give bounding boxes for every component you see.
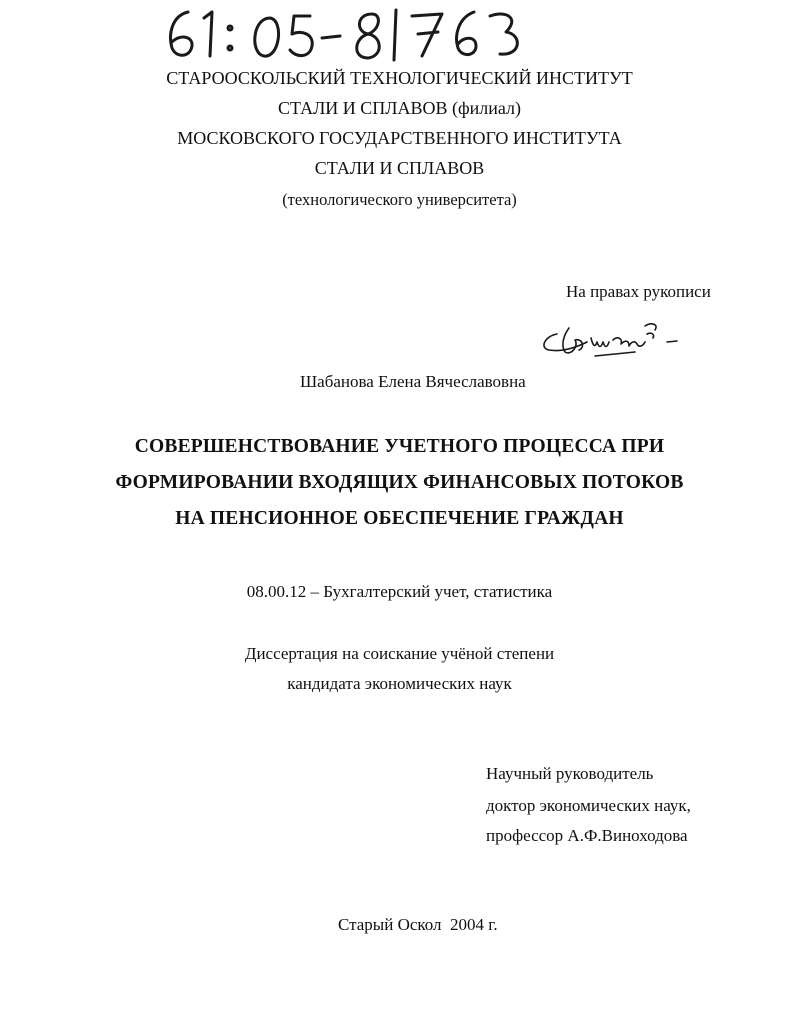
author-name: Шабанова Елена Вячеславовна bbox=[300, 372, 526, 391]
specialty: 08.00.12 – Бухгалтерский учет, статистика bbox=[246, 582, 553, 601]
dissertation-title-line-2: ФОРМИРОВАНИИ ВХОДЯЩИХ ФИНАНСОВЫХ ПОТОКОВ bbox=[115, 472, 684, 493]
degree-line-2: кандидата экономических наук bbox=[287, 674, 512, 693]
institute-line-4: СТАЛИ И СПЛАВОВ bbox=[314, 158, 485, 178]
place-year: Старый Оскол 2004 г. bbox=[338, 915, 498, 934]
degree-line-1: Диссертация на соискание учёной степени bbox=[244, 644, 555, 663]
institute-line-2: СТАЛИ И СПЛАВОВ (филиал) bbox=[277, 98, 522, 118]
manuscript-note: На правах рукописи bbox=[566, 282, 711, 301]
institute-line-1: СТАРООСКОЛЬСКИЙ ТЕХНОЛОГИЧЕСКИЙ ИНСТИТУТ bbox=[166, 68, 633, 88]
dissertation-title-line-3: НА ПЕНСИОННОЕ ОБЕСПЕЧЕНИЕ ГРАЖДАН bbox=[175, 508, 624, 529]
handwritten-archive-code bbox=[160, 4, 540, 62]
supervisor-line-1: Научный руководитель bbox=[486, 764, 654, 783]
supervisor-line-3: профессор А.Ф.Виноходова bbox=[486, 826, 688, 845]
institute-line-5: (технологического университета) bbox=[282, 190, 517, 209]
dissertation-title-line-1: СОВЕРШЕНСТВОВАНИЕ УЧЕТНОГО ПРОЦЕССА ПРИ bbox=[134, 436, 665, 457]
author-signature bbox=[535, 314, 685, 364]
supervisor-line-2: доктор экономических наук, bbox=[486, 796, 691, 815]
institute-line-3: МОСКОВСКОГО ГОСУДАРСТВЕННОГО ИНСТИТУТА bbox=[177, 128, 622, 148]
